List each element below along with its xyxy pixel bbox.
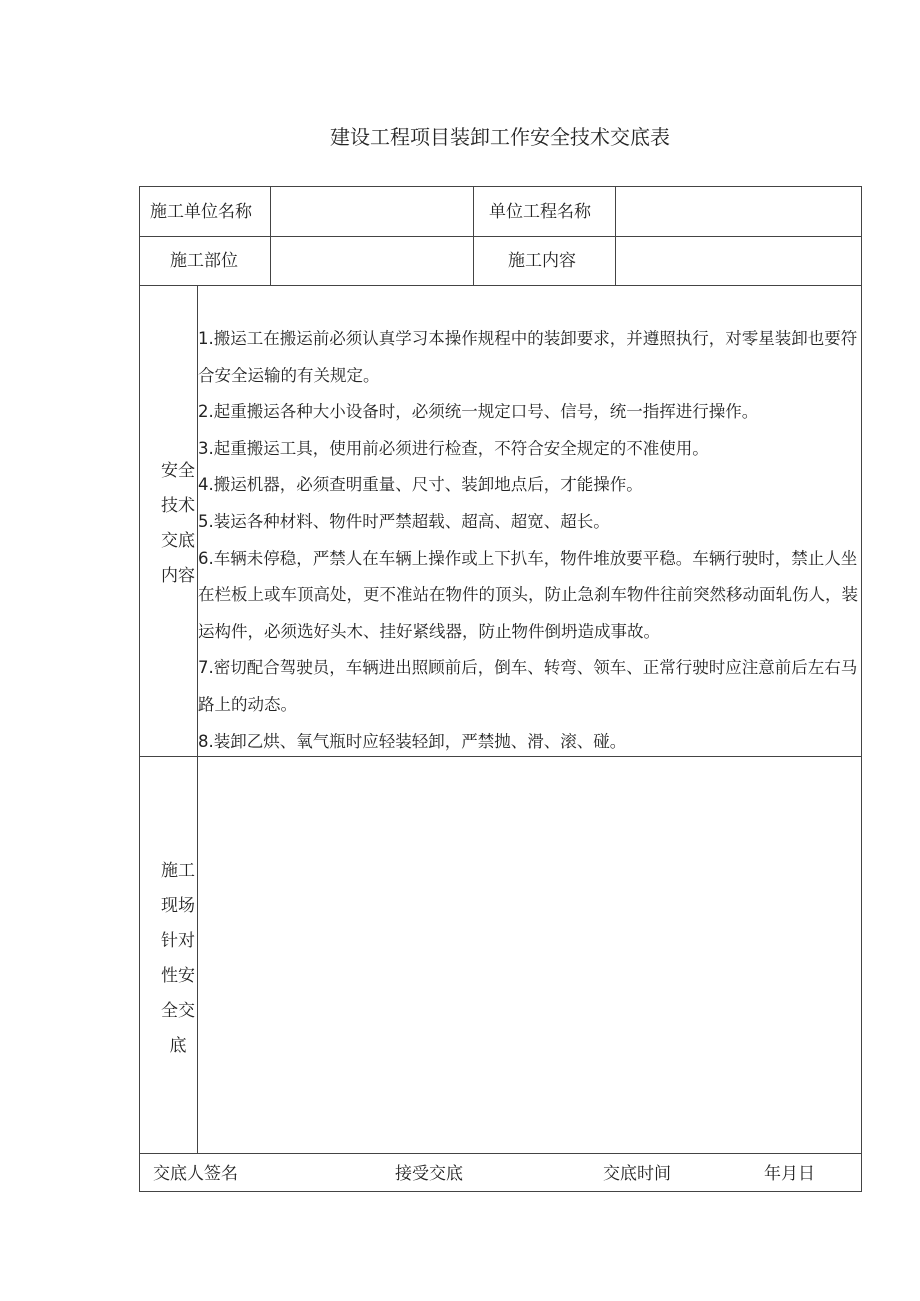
- column-divider: [615, 187, 616, 285]
- safety-item: 8.装卸乙烘、氧气瓶时应轻装轻卸，严禁抛、滑、滚、碰。: [198, 731, 627, 751]
- site-section-label: 施工 现场 针对 性安 全交 底: [161, 861, 195, 1056]
- safety-item: 2.起重搬运各种大小设备时，必须统一规定口号、信号，统一指挥进行操作。: [198, 402, 759, 422]
- row-divider: [140, 1153, 861, 1154]
- row-divider: [140, 285, 861, 286]
- construction-part-label: 施工部位: [170, 251, 238, 271]
- disclosure-time-label: 交底时间: [603, 1164, 671, 1184]
- column-divider: [473, 187, 474, 285]
- column-divider: [270, 187, 271, 285]
- construction-content-label: 施工内容: [508, 251, 576, 271]
- safety-item: 1.搬运工在搬运前必须认真学习本操作规程中的装卸要求，并遵照执行，对零星装卸也要符合安全运输的有关规定。: [198, 329, 858, 385]
- construction-unit-label: 施工单位名称: [150, 202, 252, 222]
- safety-item: 5.装运各种材料、物件时严禁超载、超高、超宽、超长。: [198, 511, 610, 531]
- receiver-label: 接受交底: [395, 1164, 463, 1184]
- discloser-sign-label: 交底人签名: [153, 1164, 238, 1184]
- safety-disclosure-form: [139, 186, 862, 1192]
- project-name-label: 单位工程名称: [489, 202, 591, 222]
- row-divider: [140, 236, 861, 237]
- safety-item: 7.密切配合驾驶员，车辆进出照顾前后，倒车、转弯、领车、正常行驶时应注意前后左右马路上的动态。: [198, 658, 858, 714]
- safety-item: 6.车辆未停稳，严禁人在车辆上操作或上下扒车，物件堆放要平稳。车辆行驶时，禁止人坐在栏板上或车顶高处，更不准站在物件的顶头，防止急刹车物件往前突然移动面轧伤人，装运构件，必须选好头木、挂好紧线器，防止物件倒坍造成事故。: [198, 548, 858, 641]
- safety-item: 4.搬运机器，必须查明重量、尺寸、装卸地点后，才能操作。: [198, 475, 643, 495]
- safety-disclosure-content: [198, 321, 863, 760]
- date-label: 年月日: [764, 1164, 815, 1184]
- document-title: 建设工程项目装卸工作安全技术交底表: [330, 125, 670, 149]
- site-disclosure-field[interactable]: [208, 771, 848, 1141]
- safety-section-label: 安全 技术 交底 内容: [161, 461, 195, 586]
- safety-item: 3.起重搬运工具，使用前必须进行检查，不符合安全规定的不准使用。: [198, 438, 709, 458]
